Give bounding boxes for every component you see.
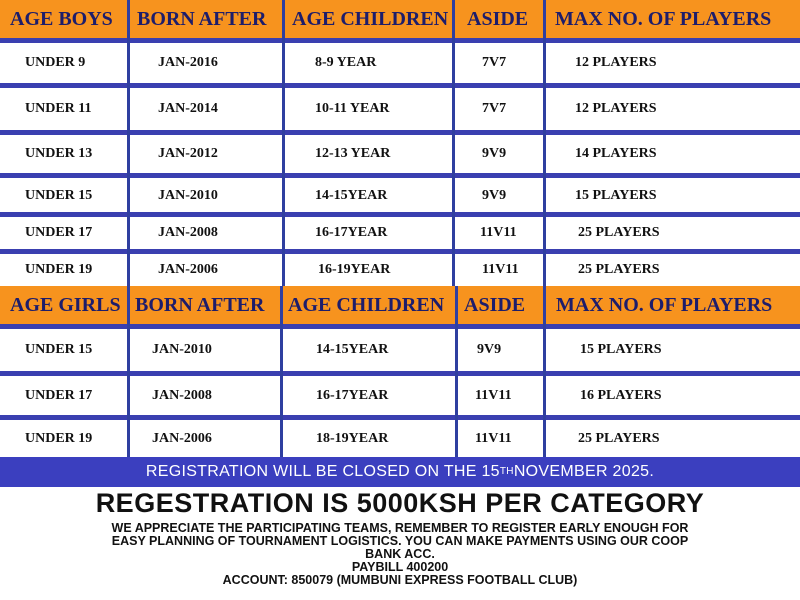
registration-deadline-banner	[0, 457, 800, 487]
cell-age-group: UNDER 9	[25, 55, 86, 70]
banner-ordinal: TH	[499, 466, 514, 477]
cell-age-children: 14-15YEAR	[316, 342, 389, 357]
banner-suffix: NOVEMBER 2025.	[513, 463, 655, 480]
table-row	[0, 253, 800, 286]
payment-notes	[20, 522, 780, 587]
table-row	[0, 420, 800, 457]
table-row	[0, 88, 800, 130]
cell-born-after: JAN-2016	[158, 55, 218, 70]
column-divider	[543, 0, 546, 286]
table-row	[0, 376, 800, 416]
table-row	[0, 43, 800, 83]
cell-age-group: UNDER 19	[25, 261, 93, 277]
cell-age-children: 10-11 YEAR	[315, 101, 390, 116]
registration-fee-heading: REGESTRATION IS 5000KSH PER CATEGORY	[95, 488, 705, 518]
cell-max-players: 16 PLAYERS	[580, 388, 662, 403]
cell-age-group: UNDER 19	[25, 430, 93, 446]
banner-prefix: REGISTRATION WILL BE CLOSED ON THE 15	[145, 463, 500, 480]
column-divider	[543, 286, 546, 457]
cell-aside: 11V11	[475, 388, 512, 403]
column-divider	[280, 286, 283, 457]
cell-age-group: UNDER 11	[25, 101, 92, 116]
cell-age-children: 16-17YEAR	[316, 388, 389, 403]
column-divider	[127, 286, 130, 457]
boys-table-header	[0, 0, 800, 38]
cell-born-after: JAN-2010	[158, 188, 218, 203]
header-age-boys: AGE BOYS	[10, 7, 113, 30]
note-line: ACCOUNT: 850079 (MUMBUNI EXPRESS FOOTBALL CLUB)	[222, 573, 578, 587]
header-max-players: MAX NO. OF PLAYERS	[556, 293, 773, 316]
cell-aside: 7V7	[482, 101, 507, 116]
cell-age-group: UNDER 13	[25, 146, 93, 161]
header-born-after: BORN AFTER	[137, 7, 267, 30]
column-divider	[455, 286, 458, 457]
column-divider	[452, 0, 455, 286]
header-aside: ASIDE	[464, 293, 526, 316]
note-line: BANK ACC.	[365, 547, 435, 561]
table-row	[0, 216, 800, 250]
header-born-after: BORN AFTER	[135, 293, 265, 316]
header-age-children: AGE CHILDREN	[288, 293, 445, 316]
cell-aside: 11V11	[482, 261, 519, 277]
cell-aside: 11V11	[480, 225, 517, 240]
cell-age-group: UNDER 17	[25, 388, 93, 403]
girls-table-header	[0, 286, 800, 324]
table-row	[0, 135, 800, 173]
cell-max-players: 14 PLAYERS	[575, 146, 657, 161]
column-divider	[282, 0, 285, 286]
cell-aside: 7V7	[482, 55, 507, 70]
table-row	[0, 329, 800, 371]
cell-born-after: JAN-2008	[152, 388, 212, 403]
cell-max-players: 25 PLAYERS	[578, 261, 660, 277]
cell-aside: 9V9	[482, 188, 507, 203]
cell-born-after: JAN-2014	[158, 101, 218, 116]
cell-max-players: 12 PLAYERS	[575, 101, 657, 116]
cell-aside: 9V9	[482, 146, 507, 161]
header-age-children: AGE CHILDREN	[292, 7, 449, 30]
cell-max-players: 15 PLAYERS	[580, 342, 662, 357]
header-aside: ASIDE	[467, 7, 529, 30]
cell-max-players: 12 PLAYERS	[575, 55, 657, 70]
column-divider	[127, 0, 130, 286]
cell-born-after: JAN-2008	[158, 225, 218, 240]
cell-aside: 11V11	[475, 430, 512, 446]
cell-age-children: 16-17YEAR	[315, 225, 388, 240]
cell-max-players: 15 PLAYERS	[575, 188, 657, 203]
cell-max-players: 25 PLAYERS	[578, 225, 660, 240]
note-line: EASY PLANNING OF TOURNAMENT LOGISTICS. YOU CAN MAKE PAYMENTS USING OUR COOP	[111, 534, 689, 548]
cell-age-children: 8-9 YEAR	[315, 55, 377, 70]
header-max-players: MAX NO. OF PLAYERS	[555, 7, 772, 30]
cell-age-group: UNDER 17	[25, 225, 93, 240]
cell-age-children: 12-13 YEAR	[315, 146, 391, 161]
cell-max-players: 25 PLAYERS	[578, 430, 660, 446]
cell-age-group: UNDER 15	[25, 342, 93, 357]
cell-born-after: JAN-2012	[158, 146, 218, 161]
note-line: PAYBILL 400200	[351, 560, 449, 574]
cell-born-after: JAN-2006	[152, 430, 212, 446]
cell-age-children: 16-19YEAR	[318, 261, 391, 277]
cell-aside: 9V9	[477, 342, 502, 357]
cell-born-after: JAN-2010	[152, 342, 212, 357]
header-age-girls: AGE GIRLS	[10, 293, 121, 316]
cell-born-after: JAN-2006	[158, 261, 218, 277]
cell-age-children: 14-15YEAR	[315, 188, 388, 203]
table-row	[0, 178, 800, 214]
note-line: WE APPRECIATE THE PARTICIPATING TEAMS, REMEMBER TO REGISTER EARLY ENOUGH FOR	[111, 521, 689, 535]
cell-age-children: 18-19YEAR	[316, 430, 389, 446]
cell-age-group: UNDER 15	[25, 188, 93, 203]
